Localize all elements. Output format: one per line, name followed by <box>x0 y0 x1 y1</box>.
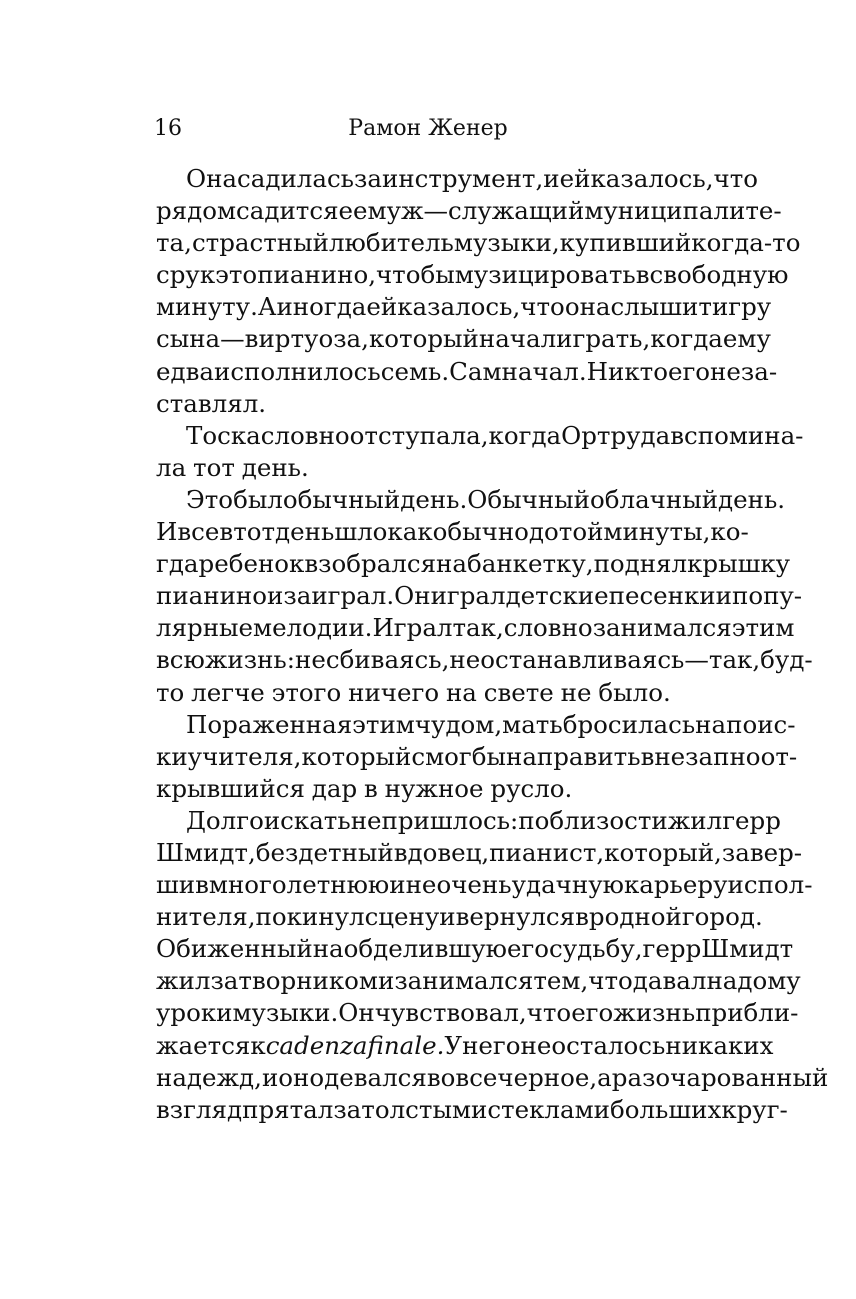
word: садится <box>236 196 339 226</box>
word: страстный <box>191 228 329 258</box>
word: этим <box>731 613 795 643</box>
word: исполнилось <box>213 356 381 386</box>
word: который <box>368 324 479 354</box>
word: к <box>250 1030 266 1060</box>
word: ее <box>338 196 368 226</box>
word: ко- <box>710 517 749 547</box>
word: этого <box>271 677 342 707</box>
word: пианист, <box>489 837 605 867</box>
word: песенки <box>608 581 716 611</box>
word: пианино, <box>257 260 376 290</box>
word: Долго <box>186 805 264 835</box>
text-line <box>156 163 759 195</box>
word: чувствовал, <box>374 998 527 1028</box>
word: инструмент, <box>382 164 544 193</box>
word: и <box>543 164 560 193</box>
word: И <box>156 517 178 547</box>
word: все <box>177 517 220 547</box>
word: музыки. <box>232 998 339 1028</box>
word: казалось, <box>397 292 521 322</box>
word: муниципалите- <box>584 196 782 226</box>
text-line <box>156 291 772 323</box>
word: не <box>449 645 481 675</box>
word: свободную <box>649 260 789 290</box>
word: ставлял. <box>156 388 267 418</box>
word: жизнь <box>613 998 696 1028</box>
word: сына <box>156 324 221 354</box>
word: жизнь: <box>204 645 296 675</box>
word: и <box>377 966 395 996</box>
word: виртуоза, <box>244 324 369 354</box>
word: бы <box>471 741 506 771</box>
word: минуту. <box>156 292 258 322</box>
word: испол- <box>727 870 813 900</box>
text-line <box>156 227 801 259</box>
text-line <box>156 356 778 388</box>
word: родной <box>588 902 682 932</box>
word: учителя, <box>187 741 302 771</box>
word: — <box>220 324 245 354</box>
word: него <box>462 1030 521 1060</box>
word: Играл <box>372 613 453 643</box>
text-line <box>156 677 748 709</box>
word: не <box>295 645 326 675</box>
word: его <box>571 998 614 1028</box>
word: слышит <box>610 292 712 322</box>
word: Пораженная <box>186 709 353 739</box>
word: словно <box>503 613 593 643</box>
word: когда <box>488 420 562 450</box>
word: за <box>333 1094 362 1124</box>
word: вдовец, <box>393 837 490 867</box>
word: буд- <box>760 645 813 675</box>
word: очень <box>436 870 512 900</box>
word: день. <box>241 452 309 482</box>
word: ребенок <box>198 549 305 579</box>
word: никаких <box>665 1030 774 1060</box>
word: мелодии. <box>253 613 373 643</box>
word: и <box>267 581 284 611</box>
word: в <box>364 773 378 803</box>
word: бездетный <box>255 837 394 867</box>
word: этим <box>352 709 415 739</box>
word: Шмидт, <box>156 837 256 867</box>
text-line <box>156 869 813 901</box>
word: а <box>597 1062 612 1092</box>
text-line <box>156 580 803 612</box>
word: сцену <box>364 902 440 932</box>
word: обычный <box>282 484 401 514</box>
word: пианино <box>156 581 268 611</box>
text-line <box>156 452 748 484</box>
text-line <box>156 516 748 548</box>
word: игру <box>711 292 772 322</box>
word: поис- <box>726 709 796 739</box>
word: что <box>588 966 633 996</box>
text-line <box>156 420 804 452</box>
word: больших <box>609 1094 722 1124</box>
word: направить <box>505 741 641 771</box>
word: с <box>156 260 170 290</box>
word: садилась <box>237 164 355 193</box>
word: за- <box>740 356 778 386</box>
word: за <box>354 164 382 193</box>
word: и <box>389 870 406 900</box>
word: не <box>350 805 382 835</box>
word: рук <box>169 260 216 290</box>
word: cadenza <box>265 1030 368 1060</box>
word: обделившую <box>343 934 507 964</box>
word: его <box>667 356 711 386</box>
word: затворником <box>210 966 378 996</box>
word: толстыми <box>361 1094 488 1124</box>
word: черное, <box>497 1062 598 1092</box>
word: шло <box>334 517 388 547</box>
text-line <box>156 548 791 580</box>
word: Он <box>394 581 431 611</box>
word: день <box>275 517 335 547</box>
word: в <box>575 902 589 932</box>
word: попу- <box>731 581 803 611</box>
word: играть, <box>556 324 651 354</box>
word: и <box>261 1062 279 1092</box>
running-head <box>0 113 856 145</box>
word: она <box>564 292 611 322</box>
word: едва <box>156 356 214 386</box>
word: его <box>506 934 550 964</box>
text-line <box>156 805 781 837</box>
word: взобрался <box>304 549 437 579</box>
word: той <box>558 517 604 547</box>
word: мать <box>502 709 563 739</box>
word: Тоска <box>186 420 261 450</box>
word: в <box>635 260 650 290</box>
word: на <box>445 677 477 707</box>
word: детские <box>505 581 609 611</box>
word: словно <box>260 420 350 450</box>
word: судьбу, <box>549 934 643 964</box>
word: как <box>387 517 433 547</box>
word: на <box>436 549 467 579</box>
word: сбиваясь, <box>325 645 450 675</box>
word: который <box>301 741 412 771</box>
text-line <box>156 933 794 965</box>
text-line <box>156 259 789 291</box>
word: свете <box>483 677 554 707</box>
word: герр <box>722 805 781 835</box>
word: ки <box>156 741 188 771</box>
word: круг- <box>721 1094 788 1124</box>
word: вспомина- <box>670 420 804 450</box>
word: жил <box>156 966 211 996</box>
word: от- <box>760 741 798 771</box>
word: карьеру <box>623 870 728 900</box>
word: на <box>312 934 344 964</box>
word: играл <box>430 581 506 611</box>
text-line <box>156 837 803 869</box>
word: дар <box>311 773 358 803</box>
word: завер- <box>721 837 803 867</box>
word: заиграл. <box>283 581 395 611</box>
word: нужное <box>384 773 484 803</box>
word: тот <box>193 452 235 482</box>
word: облачный <box>590 484 719 514</box>
word: внезапно <box>640 741 761 771</box>
word: одевался <box>309 1062 427 1092</box>
word: что <box>526 998 572 1028</box>
text-line <box>156 1094 788 1126</box>
word: что <box>713 164 759 193</box>
word: день. <box>718 484 786 514</box>
text-line <box>156 709 796 741</box>
page-number: 16 <box>154 116 182 141</box>
word: ничего <box>348 677 440 707</box>
word: когда-то <box>691 228 801 258</box>
word: Никто <box>586 356 668 386</box>
word: покинул <box>255 902 365 932</box>
text-line <box>156 323 771 355</box>
text-line <box>156 901 763 933</box>
word: дому <box>737 966 801 996</box>
word: занимался <box>592 613 732 643</box>
word: было. <box>598 677 671 707</box>
word: банкетку, <box>466 549 594 579</box>
word: та, <box>156 228 192 258</box>
word: смог <box>411 741 472 771</box>
word: и <box>439 902 456 932</box>
text-line <box>156 388 748 420</box>
word: А <box>257 292 277 322</box>
word: что <box>520 292 565 322</box>
word: вернулся <box>455 902 576 932</box>
word: город. <box>681 902 763 932</box>
word: купивший <box>559 228 692 258</box>
text-line <box>156 1062 829 1094</box>
word: русло. <box>490 773 573 803</box>
word: герр <box>642 934 702 964</box>
word: Ортруда <box>561 420 671 450</box>
word: в <box>219 517 234 547</box>
word: музыки, <box>453 228 560 258</box>
word: Обычный <box>467 484 590 514</box>
word: музицировать <box>454 260 636 290</box>
word: который, <box>604 837 722 867</box>
word: Сам <box>449 356 502 386</box>
word: казалось, <box>590 164 714 193</box>
word: многолетнюю <box>208 870 390 900</box>
word: начал. <box>501 356 587 386</box>
word: легче <box>191 677 265 707</box>
word: на <box>706 966 738 996</box>
word: любитель <box>328 228 454 258</box>
word: Шмидт <box>701 934 794 964</box>
word: это <box>215 260 258 290</box>
word: Она <box>186 164 238 193</box>
word: поднял <box>593 549 688 579</box>
text-line <box>156 997 799 1029</box>
word: чудом, <box>414 709 503 739</box>
word: всю <box>156 645 205 675</box>
text-line <box>156 612 795 644</box>
word: чтобы <box>375 260 455 290</box>
word: обычно <box>432 517 529 547</box>
word: так, <box>452 613 504 643</box>
text-line <box>156 741 798 773</box>
word: и <box>715 581 732 611</box>
word: во <box>426 1062 456 1092</box>
word: стеклами <box>487 1094 610 1124</box>
word: ей <box>559 164 591 193</box>
word: жается <box>156 1030 251 1060</box>
text-line <box>156 965 801 997</box>
word: служащий <box>448 196 585 226</box>
word: крышку <box>687 549 791 579</box>
running-head-author: Рамон Женер <box>348 116 508 141</box>
word: пришлось: <box>381 805 519 835</box>
word: муж <box>367 196 424 226</box>
word: ему <box>722 324 771 354</box>
word: то <box>156 677 185 707</box>
word: прятал <box>242 1094 334 1124</box>
word: он <box>278 1062 310 1092</box>
word: до <box>528 517 559 547</box>
word: искать <box>263 805 351 835</box>
word: взгляд <box>156 1094 243 1124</box>
word: иногда <box>276 292 367 322</box>
word: на <box>695 709 727 739</box>
word: когда <box>650 324 723 354</box>
word: гда <box>156 549 199 579</box>
word: не <box>710 356 741 386</box>
text-line <box>156 1030 774 1062</box>
word: надежд, <box>156 1062 262 1092</box>
word: осталось <box>551 1030 666 1060</box>
word: Это <box>186 484 234 514</box>
word: разочарованный <box>611 1062 829 1092</box>
word: так, <box>708 645 761 675</box>
word: — <box>423 196 449 226</box>
word: удачную <box>511 870 624 900</box>
word: бросилась <box>562 709 696 739</box>
word: крывшийся <box>156 773 305 803</box>
text-line <box>156 644 813 676</box>
word: шив <box>156 870 209 900</box>
page-body <box>156 163 829 1126</box>
word: finale. <box>367 1030 445 1060</box>
word: день. <box>400 484 468 514</box>
word: У <box>444 1030 463 1060</box>
word: семь. <box>380 356 450 386</box>
word: тем, <box>533 966 589 996</box>
word: лярные <box>156 613 254 643</box>
word: — <box>684 645 709 675</box>
word: давал <box>632 966 707 996</box>
word: нителя, <box>156 902 256 932</box>
word: останавливаясь <box>480 645 685 675</box>
word: уроки <box>156 998 233 1028</box>
word: поблизости <box>518 805 668 835</box>
word: не <box>520 1030 552 1060</box>
word: жил <box>667 805 723 835</box>
word: Он <box>338 998 375 1028</box>
word: отступала, <box>349 420 489 450</box>
word: ей <box>366 292 398 322</box>
word: был <box>233 484 283 514</box>
word: прибли- <box>695 998 799 1028</box>
text-line <box>156 773 748 805</box>
text-line <box>156 195 782 227</box>
word: не <box>560 677 592 707</box>
word: тот <box>233 517 276 547</box>
word: не <box>405 870 437 900</box>
word: занимался <box>394 966 534 996</box>
word: начал <box>478 324 557 354</box>
word: ла <box>156 452 187 482</box>
word: Обиженный <box>156 934 313 964</box>
word: минуты, <box>603 517 711 547</box>
text-line <box>156 484 786 516</box>
word: все <box>455 1062 498 1092</box>
word: рядом <box>156 196 237 226</box>
